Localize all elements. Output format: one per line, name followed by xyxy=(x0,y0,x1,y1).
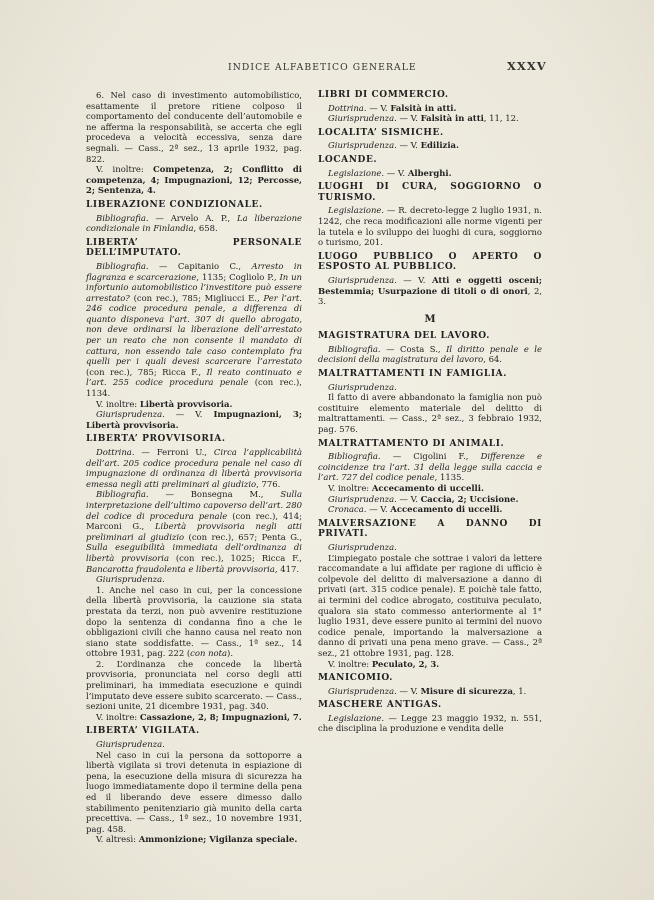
entry-heading: LIBRI DI COMMERCIO. xyxy=(318,90,449,100)
entry-heading: LUOGHI DI CURA, SOGGIORNO O TURISMO. xyxy=(318,182,542,203)
entry-text: Bibliografia. — Cigolini F., Differenze e coincidenze tra l’art. 31 della legge sulla caccia e l’art. 727 del codice penale, 1135. xyxy=(318,451,543,483)
entry-text: 2. L’ordinanza che concede la libertà provvisoria, pronunciata nel corso degli atti preliminari, ha immediata esecuzione e quindi l’imputato deve essere subito scarcerato. — Cass., sezioni unite, 21 dicembre 1931, pag. 340. xyxy=(86,658,302,712)
page-number: XXXV xyxy=(507,59,547,73)
entry-text: L’impiegato postale che sottrae i valori da lettere raccomandate a lui affidate per ragione di ufficio è colpevole del delitto di malversazione a danno di privati (art. 315 codice penale). E poichè tale fatto, ai termini del codice abrogato, costituiva peculato, qualora sia stato commesso anteriormente al 1° luglio 1931, deve essere punito ai termini del nuovo codice penale, importando la malversazione a danno di privati una pena meno grave. — Cass., 2ª sez., 21 ottobre 1931, pag. 128. xyxy=(318,552,542,658)
entry-heading: MALTRATTAMENTO DI ANIMALI. xyxy=(318,438,505,449)
entry-heading: LIBERAZIONE CONDIZIONALE. xyxy=(86,199,263,210)
entry-heading: MALTRATTAMENTI IN FAMIGLIA. xyxy=(318,369,507,380)
left-column xyxy=(86,90,302,845)
entry-text: Il fatto di avere abbandonato la famiglia non può costituire elemento materiale del delitto di maltrattamenti. — Cass., 2ª sez., 3 febbraio 1932, pag. 576. xyxy=(318,392,542,435)
subheading: Giurisprudenza. xyxy=(96,739,165,750)
entry-heading: LOCALITA’ SISMICHE. xyxy=(318,127,444,138)
see-also: V. inoltre: Peculato, 2, 3. xyxy=(328,658,440,669)
entry-text: 6. Nel caso di investimento automobilistico, esattamente il pretore ritiene colposo il comportamento del conducente dell’automobile e ne afferma la responsabilità, se accerta che egli procedeva a velocità eccessiva, senza dare segnali. — Cass., 2ª sez., 13 aprile 1932, pag. 822. xyxy=(86,90,302,164)
see-also: Giurisprudenza. — V. Atti e oggetti osceni; Bestemmia; Usurpazione di titoli o di onori, 2, 3. xyxy=(318,274,542,307)
see-also: Giurisprudenza. — V. Falsità in atti, 11, 12. xyxy=(328,113,519,124)
entry-text: Legislazione. — Legge 23 maggio 1932, n. 551, che disciplina la produzione e vendita delle xyxy=(318,712,542,734)
see-also: Giurisprudenza. — V. Edilizia. xyxy=(328,140,459,151)
entry-text: Dottrina. — Ferroni U., Circa l’applicabilità dell’art. 205 codice procedura penale nel caso di impugnazione di ordinanza di libertà provvisoria emessa negli atti preliminari al giudizio, 776. xyxy=(86,447,302,489)
entry-text: Bibliografia. — Bonsegna M., Sulla interpretazione dell’ultimo capoverso dell’art. 280 del codice di procedura penale (con rec.), 414; Marconi G., Libertà provvisoria negli atti preliminari al giudizio (con rec.), 657; Penta G., Sulla eseguibilità immediata dell’ordinanza di libertà provvisoria (con rec.), 1025; Ricca F., Bancarotta fraudolenta e libertà provvisoria, 417. xyxy=(86,489,303,574)
running-header: INDICE ALFABETICO GENERALE xyxy=(228,62,417,73)
subheading: Giurisprudenza. xyxy=(328,381,397,392)
see-also: Giurisprudenza. — V. Caccia, 2; Uccisione. xyxy=(328,493,519,504)
entry-heading: MALVERSAZIONE A DANNO DI PRIVATI. xyxy=(318,518,542,540)
see-also: Giurisprudenza. — V. Impugnazioni, 3; Libertà provvisoria. xyxy=(86,409,302,430)
see-also: V. inoltre: Accecamento di uccelli. xyxy=(328,483,484,493)
see-also: V. inoltre: Competenza, 2; Conflitto di competenza, 4; Impugnazioni, 12; Percosse, 2; Sentenza, 4. xyxy=(86,164,302,196)
entry-heading: LIBERTA’ PROVVISORIA. xyxy=(86,434,226,445)
entry-heading: LOCANDE. xyxy=(318,154,378,165)
subheading: Giurisprudenza. xyxy=(96,574,165,585)
entry-text: Nel caso in cui la persona da sottoporre a libertà vigilata si trovi detenuta in espiazione di pena, la esecuzione della misura di sicurezza ha luogo immediatamente dopo il termine della pena ed il liberando deve essere dimesso dallo stabilimento penitenziario già munito della carta precettiva. — Cass., 1ª sez., 10 novembre 1931, pag. 458. xyxy=(86,749,302,834)
entry-heading: MANICOMIO. xyxy=(318,673,394,684)
entry-heading: LIBERTA’ PERSONALE DELL’IMPUTATO. xyxy=(86,237,302,259)
see-also: Giurisprudenza. — V. Misure di sicurezza, 1. xyxy=(328,685,527,696)
see-also: V. inoltre: Cassazione, 2, 8; Impugnazioni, 7. xyxy=(96,711,302,722)
entry-heading: MAGISTRATURA DEL LAVORO. xyxy=(318,331,490,342)
see-also: V. altresì: Ammonizione; Vigilanza speciale. xyxy=(96,834,298,845)
see-also: Dottrina. — V. Falsità in atti. xyxy=(328,102,457,113)
entry-heading: MASCHERE ANTIGAS. xyxy=(318,700,442,711)
entry-heading: LUOGO PUBBLICO O APERTO O ESPOSTO AL PUBBLICO. xyxy=(318,251,542,273)
see-also: Legislazione. — V. Alberghi. xyxy=(328,167,452,178)
entry-text: Bibliografia. — Arvelo A. P., La liberazione condizionale in Finlandia, 658. xyxy=(86,212,302,234)
see-also: V. inoltre: Libertà provvisoria. xyxy=(96,398,233,409)
entry-text: Legislazione. — R. decreto-legge 2 luglio 1931, n. 1242, che reca modificazioni alle norme vigenti per la tutela e lo sviluppo dei luoghi di cura, soggiorno o turismo, 201. xyxy=(318,205,542,248)
right-column xyxy=(318,90,542,734)
entry-heading: LIBERTA’ VIGILATA. xyxy=(86,726,200,737)
entry-text: Bibliografia. — Costa S., Il diritto penale e le decisioni della magistratura del lavoro, 64. xyxy=(318,343,542,365)
see-also: Cronaca. — V. Accecamento di uccelli. xyxy=(328,504,503,515)
entry-text: Bibliografia. — Capitanio C., Arresto in flagranza e scarcerazione, 1135; Cogliolo P., In un infortunio automobilistico l’investitore può essere arrestato? (con rec.), 785; Migliucci E., Per l’art. 246 codice procedura penale, a differenza di quanto disponeva l’art. 307 di quello abrogato, non deve ordinarsi la liberazione dell’arrestato per un reato che non consente il mandato di cattura, non essendo tale caso contemplato fra quelli per i quali devesi scarcerare l’arrestato (con rec.), 785; Ricca F., Il reato continuato e l’art. 255 codice procedura penale (con rec.), 1134. xyxy=(86,260,303,399)
entry-text: 1. Anche nel caso in cui, per la concessione della libertà provvisoria, la cauzione sia stata prestata da terzi, non può avvenire restituzione dopo la sentenza di condanna fino a che le obbligazioni civili che hanno causa nel reato non siano state soddisfatte. — Cass., 1ª sez., 14 ottobre 1931, pag. 222 (con nota). xyxy=(86,584,302,659)
section-letter: M xyxy=(424,313,436,325)
subheading: Giurisprudenza. xyxy=(328,541,397,552)
